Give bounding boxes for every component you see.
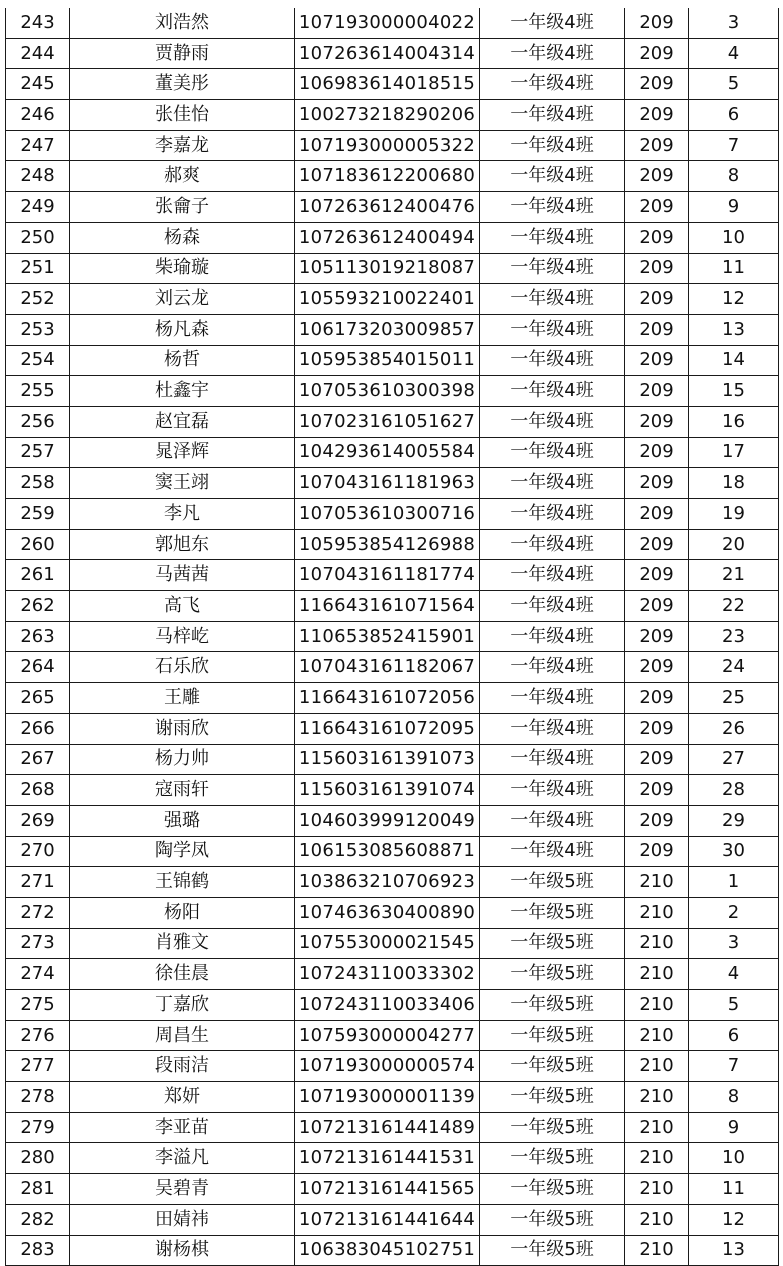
table-row xyxy=(6,1204,779,1235)
table-row xyxy=(6,1235,779,1266)
student-name-cell: 郝爽 xyxy=(70,161,295,192)
student-name-cell: 刘浩然 xyxy=(70,8,295,38)
exam-room-cell: 209 xyxy=(625,499,689,530)
exam-room-cell: 209 xyxy=(625,591,689,622)
seat-number-cell: 7 xyxy=(689,130,779,161)
table-row xyxy=(6,1082,779,1113)
exam-room-cell: 210 xyxy=(625,928,689,959)
row-number-cell: 270 xyxy=(6,836,70,867)
table-row xyxy=(6,775,779,806)
exam-id-cell: 107043161181774 xyxy=(295,560,480,591)
student-name-cell: 晁泽辉 xyxy=(70,437,295,468)
table-row xyxy=(6,990,779,1021)
exam-room-cell: 210 xyxy=(625,1112,689,1143)
table-row xyxy=(6,376,779,407)
class-cell: 一年级4班 xyxy=(480,130,625,161)
seat-number-cell: 17 xyxy=(689,437,779,468)
row-number-cell: 266 xyxy=(6,713,70,744)
table-row xyxy=(6,468,779,499)
seat-number-cell: 10 xyxy=(689,222,779,253)
class-cell: 一年级5班 xyxy=(480,1235,625,1266)
class-cell: 一年级4班 xyxy=(480,376,625,407)
row-number-cell: 256 xyxy=(6,406,70,437)
seat-number-cell: 24 xyxy=(689,652,779,683)
exam-room-cell: 209 xyxy=(625,253,689,284)
exam-id-cell: 107213161441531 xyxy=(295,1143,480,1174)
class-cell: 一年级5班 xyxy=(480,1051,625,1082)
exam-room-cell: 210 xyxy=(625,1020,689,1051)
class-cell: 一年级4班 xyxy=(480,437,625,468)
exam-room-cell: 210 xyxy=(625,1143,689,1174)
class-cell: 一年级5班 xyxy=(480,1020,625,1051)
row-number-cell: 274 xyxy=(6,959,70,990)
exam-id-cell: 107243110033302 xyxy=(295,959,480,990)
class-cell: 一年级4班 xyxy=(480,652,625,683)
class-cell: 一年级4班 xyxy=(480,8,625,38)
student-name-cell: 贾静雨 xyxy=(70,38,295,69)
row-number-cell: 243 xyxy=(6,8,70,38)
seat-number-cell: 22 xyxy=(689,591,779,622)
exam-id-cell: 105953854126988 xyxy=(295,529,480,560)
class-cell: 一年级4班 xyxy=(480,836,625,867)
row-number-cell: 275 xyxy=(6,990,70,1021)
table-row xyxy=(6,8,779,38)
exam-id-cell: 104603999120049 xyxy=(295,805,480,836)
table-row xyxy=(6,222,779,253)
row-number-cell: 249 xyxy=(6,192,70,223)
exam-room-cell: 209 xyxy=(625,836,689,867)
exam-room-cell: 209 xyxy=(625,713,689,744)
exam-room-cell: 209 xyxy=(625,222,689,253)
exam-room-cell: 210 xyxy=(625,1174,689,1205)
seat-number-cell: 5 xyxy=(689,990,779,1021)
class-cell: 一年级5班 xyxy=(480,990,625,1021)
class-cell: 一年级4班 xyxy=(480,560,625,591)
class-cell: 一年级4班 xyxy=(480,529,625,560)
class-cell: 一年级4班 xyxy=(480,284,625,315)
table-row xyxy=(6,1143,779,1174)
class-cell: 一年级4班 xyxy=(480,314,625,345)
exam-room-cell: 210 xyxy=(625,959,689,990)
exam-room-cell: 209 xyxy=(625,161,689,192)
exam-room-cell: 209 xyxy=(625,100,689,131)
exam-id-cell: 100273218290206 xyxy=(295,100,480,131)
class-cell: 一年级4班 xyxy=(480,621,625,652)
seat-number-cell: 2 xyxy=(689,897,779,928)
row-number-cell: 281 xyxy=(6,1174,70,1205)
student-name-cell: 周昌生 xyxy=(70,1020,295,1051)
table-row xyxy=(6,529,779,560)
seat-number-cell: 11 xyxy=(689,253,779,284)
exam-id-cell: 107213161441489 xyxy=(295,1112,480,1143)
class-cell: 一年级4班 xyxy=(480,100,625,131)
class-cell: 一年级4班 xyxy=(480,468,625,499)
table-row xyxy=(6,499,779,530)
class-cell: 一年级4班 xyxy=(480,192,625,223)
student-name-cell: 赵宜磊 xyxy=(70,406,295,437)
class-cell: 一年级4班 xyxy=(480,499,625,530)
student-name-cell: 石乐欣 xyxy=(70,652,295,683)
exam-room-cell: 209 xyxy=(625,284,689,315)
table-row xyxy=(6,1112,779,1143)
seat-number-cell: 15 xyxy=(689,376,779,407)
exam-room-cell: 209 xyxy=(625,805,689,836)
student-name-cell: 窦王翊 xyxy=(70,468,295,499)
seat-number-cell: 1 xyxy=(689,867,779,898)
exam-room-cell: 209 xyxy=(625,38,689,69)
row-number-cell: 258 xyxy=(6,468,70,499)
class-cell: 一年级4班 xyxy=(480,253,625,284)
exam-room-cell: 209 xyxy=(625,130,689,161)
exam-id-cell: 106983614018515 xyxy=(295,69,480,100)
class-cell: 一年级5班 xyxy=(480,1143,625,1174)
row-number-cell: 273 xyxy=(6,928,70,959)
row-number-cell: 282 xyxy=(6,1204,70,1235)
exam-id-cell: 107213161441565 xyxy=(295,1174,480,1205)
seat-number-cell: 30 xyxy=(689,836,779,867)
seat-number-cell: 12 xyxy=(689,1204,779,1235)
exam-id-cell: 107053610300716 xyxy=(295,499,480,530)
table-row xyxy=(6,345,779,376)
exam-id-cell: 116643161072056 xyxy=(295,683,480,714)
class-cell: 一年级4班 xyxy=(480,713,625,744)
row-number-cell: 277 xyxy=(6,1051,70,1082)
student-name-cell: 李嘉龙 xyxy=(70,130,295,161)
row-number-cell: 244 xyxy=(6,38,70,69)
exam-room-cell: 209 xyxy=(625,621,689,652)
exam-id-cell: 107053610300398 xyxy=(295,376,480,407)
student-name-cell: 杨凡森 xyxy=(70,314,295,345)
exam-room-cell: 209 xyxy=(625,192,689,223)
class-cell: 一年级5班 xyxy=(480,1174,625,1205)
student-name-cell: 寇雨轩 xyxy=(70,775,295,806)
student-roster-table xyxy=(5,8,779,1266)
class-cell: 一年级5班 xyxy=(480,1082,625,1113)
exam-room-cell: 210 xyxy=(625,897,689,928)
student-name-cell: 杨森 xyxy=(70,222,295,253)
seat-number-cell: 8 xyxy=(689,161,779,192)
table-row xyxy=(6,591,779,622)
student-name-cell: 丁嘉欣 xyxy=(70,990,295,1021)
row-number-cell: 283 xyxy=(6,1235,70,1266)
exam-room-cell: 209 xyxy=(625,529,689,560)
exam-id-cell: 115603161391074 xyxy=(295,775,480,806)
table-row xyxy=(6,897,779,928)
class-cell: 一年级4班 xyxy=(480,222,625,253)
row-number-cell: 267 xyxy=(6,744,70,775)
table-row xyxy=(6,867,779,898)
student-name-cell: 刘云龙 xyxy=(70,284,295,315)
seat-number-cell: 6 xyxy=(689,1020,779,1051)
exam-room-cell: 209 xyxy=(625,775,689,806)
table-row xyxy=(6,713,779,744)
seat-number-cell: 10 xyxy=(689,1143,779,1174)
exam-id-cell: 105953854015011 xyxy=(295,345,480,376)
row-number-cell: 271 xyxy=(6,867,70,898)
table-row xyxy=(6,621,779,652)
exam-id-cell: 107263614004314 xyxy=(295,38,480,69)
seat-number-cell: 11 xyxy=(689,1174,779,1205)
seat-number-cell: 6 xyxy=(689,100,779,131)
table-row xyxy=(6,314,779,345)
exam-id-cell: 116643161072095 xyxy=(295,713,480,744)
seat-number-cell: 21 xyxy=(689,560,779,591)
student-name-cell: 张佳怡 xyxy=(70,100,295,131)
exam-room-cell: 210 xyxy=(625,990,689,1021)
student-name-cell: 柴瑜璇 xyxy=(70,253,295,284)
class-cell: 一年级4班 xyxy=(480,744,625,775)
row-number-cell: 260 xyxy=(6,529,70,560)
exam-room-cell: 209 xyxy=(625,376,689,407)
table-row xyxy=(6,192,779,223)
student-name-cell: 马梓屹 xyxy=(70,621,295,652)
exam-id-cell: 107193000005322 xyxy=(295,130,480,161)
row-number-cell: 247 xyxy=(6,130,70,161)
row-number-cell: 246 xyxy=(6,100,70,131)
row-number-cell: 251 xyxy=(6,253,70,284)
table-row xyxy=(6,560,779,591)
student-name-cell: 李溢凡 xyxy=(70,1143,295,1174)
exam-room-cell: 210 xyxy=(625,1051,689,1082)
seat-number-cell: 13 xyxy=(689,314,779,345)
seat-number-cell: 26 xyxy=(689,713,779,744)
row-number-cell: 268 xyxy=(6,775,70,806)
student-name-cell: 郑妍 xyxy=(70,1082,295,1113)
student-name-cell: 马茜茜 xyxy=(70,560,295,591)
student-name-cell: 陶学凤 xyxy=(70,836,295,867)
class-cell: 一年级4班 xyxy=(480,38,625,69)
row-number-cell: 263 xyxy=(6,621,70,652)
exam-room-cell: 210 xyxy=(625,867,689,898)
table-row xyxy=(6,683,779,714)
seat-number-cell: 3 xyxy=(689,8,779,38)
seat-number-cell: 29 xyxy=(689,805,779,836)
seat-number-cell: 7 xyxy=(689,1051,779,1082)
exam-id-cell: 107193000001139 xyxy=(295,1082,480,1113)
class-cell: 一年级4班 xyxy=(480,406,625,437)
row-number-cell: 265 xyxy=(6,683,70,714)
class-cell: 一年级4班 xyxy=(480,591,625,622)
seat-number-cell: 4 xyxy=(689,38,779,69)
exam-room-cell: 209 xyxy=(625,8,689,38)
seat-number-cell: 16 xyxy=(689,406,779,437)
class-cell: 一年级4班 xyxy=(480,345,625,376)
row-number-cell: 261 xyxy=(6,560,70,591)
row-number-cell: 252 xyxy=(6,284,70,315)
seat-number-cell: 8 xyxy=(689,1082,779,1113)
row-number-cell: 255 xyxy=(6,376,70,407)
seat-number-cell: 4 xyxy=(689,959,779,990)
exam-room-cell: 209 xyxy=(625,69,689,100)
table-row xyxy=(6,100,779,131)
seat-number-cell: 27 xyxy=(689,744,779,775)
roster-body xyxy=(6,8,779,1266)
seat-number-cell: 13 xyxy=(689,1235,779,1266)
table-row xyxy=(6,437,779,468)
exam-id-cell: 107043161182067 xyxy=(295,652,480,683)
student-name-cell: 张龠子 xyxy=(70,192,295,223)
exam-id-cell: 107553000021545 xyxy=(295,928,480,959)
row-number-cell: 262 xyxy=(6,591,70,622)
row-number-cell: 254 xyxy=(6,345,70,376)
exam-id-cell: 106383045102751 xyxy=(295,1235,480,1266)
exam-id-cell: 107213161441644 xyxy=(295,1204,480,1235)
exam-room-cell: 209 xyxy=(625,652,689,683)
student-name-cell: 田婧祎 xyxy=(70,1204,295,1235)
exam-room-cell: 209 xyxy=(625,406,689,437)
class-cell: 一年级5班 xyxy=(480,897,625,928)
student-name-cell: 谢杨棋 xyxy=(70,1235,295,1266)
seat-number-cell: 3 xyxy=(689,928,779,959)
class-cell: 一年级5班 xyxy=(480,1204,625,1235)
table-row xyxy=(6,130,779,161)
exam-id-cell: 116643161071564 xyxy=(295,591,480,622)
student-name-cell: 董美彤 xyxy=(70,69,295,100)
row-number-cell: 259 xyxy=(6,499,70,530)
exam-id-cell: 107193000000574 xyxy=(295,1051,480,1082)
row-number-cell: 253 xyxy=(6,314,70,345)
exam-id-cell: 106173203009857 xyxy=(295,314,480,345)
seat-number-cell: 9 xyxy=(689,192,779,223)
exam-id-cell: 107263612400494 xyxy=(295,222,480,253)
student-name-cell: 李亚苗 xyxy=(70,1112,295,1143)
row-number-cell: 269 xyxy=(6,805,70,836)
exam-id-cell: 104293614005584 xyxy=(295,437,480,468)
class-cell: 一年级5班 xyxy=(480,959,625,990)
table-row xyxy=(6,744,779,775)
student-name-cell: 高飞 xyxy=(70,591,295,622)
student-name-cell: 杜鑫宇 xyxy=(70,376,295,407)
class-cell: 一年级5班 xyxy=(480,1112,625,1143)
student-name-cell: 杨力帅 xyxy=(70,744,295,775)
table-row xyxy=(6,1020,779,1051)
exam-room-cell: 209 xyxy=(625,314,689,345)
student-name-cell: 杨阳 xyxy=(70,897,295,928)
seat-number-cell: 25 xyxy=(689,683,779,714)
exam-id-cell: 107193000004022 xyxy=(295,8,480,38)
exam-room-cell: 209 xyxy=(625,683,689,714)
student-name-cell: 徐佳晨 xyxy=(70,959,295,990)
student-name-cell: 肖雅文 xyxy=(70,928,295,959)
student-name-cell: 吴碧青 xyxy=(70,1174,295,1205)
table-row xyxy=(6,805,779,836)
exam-room-cell: 210 xyxy=(625,1082,689,1113)
class-cell: 一年级4班 xyxy=(480,69,625,100)
table-row xyxy=(6,284,779,315)
exam-id-cell: 107263612400476 xyxy=(295,192,480,223)
seat-number-cell: 12 xyxy=(689,284,779,315)
exam-id-cell: 103863210706923 xyxy=(295,867,480,898)
class-cell: 一年级4班 xyxy=(480,683,625,714)
seat-number-cell: 23 xyxy=(689,621,779,652)
table-row xyxy=(6,253,779,284)
exam-id-cell: 105593210022401 xyxy=(295,284,480,315)
exam-id-cell: 107183612200680 xyxy=(295,161,480,192)
exam-room-cell: 209 xyxy=(625,744,689,775)
table-row xyxy=(6,69,779,100)
class-cell: 一年级5班 xyxy=(480,867,625,898)
exam-id-cell: 107243110033406 xyxy=(295,990,480,1021)
student-name-cell: 郭旭东 xyxy=(70,529,295,560)
table-row xyxy=(6,406,779,437)
table-row xyxy=(6,38,779,69)
row-number-cell: 279 xyxy=(6,1112,70,1143)
exam-id-cell: 105113019218087 xyxy=(295,253,480,284)
table-row xyxy=(6,652,779,683)
exam-room-cell: 209 xyxy=(625,345,689,376)
exam-room-cell: 209 xyxy=(625,560,689,591)
exam-id-cell: 115603161391073 xyxy=(295,744,480,775)
student-name-cell: 王锦鹤 xyxy=(70,867,295,898)
seat-number-cell: 18 xyxy=(689,468,779,499)
class-cell: 一年级5班 xyxy=(480,928,625,959)
seat-number-cell: 28 xyxy=(689,775,779,806)
row-number-cell: 264 xyxy=(6,652,70,683)
class-cell: 一年级4班 xyxy=(480,161,625,192)
row-number-cell: 257 xyxy=(6,437,70,468)
seat-number-cell: 5 xyxy=(689,69,779,100)
student-name-cell: 段雨洁 xyxy=(70,1051,295,1082)
table-row xyxy=(6,928,779,959)
student-name-cell: 谢雨欣 xyxy=(70,713,295,744)
exam-id-cell: 107023161051627 xyxy=(295,406,480,437)
exam-id-cell: 107593000004277 xyxy=(295,1020,480,1051)
row-number-cell: 278 xyxy=(6,1082,70,1113)
class-cell: 一年级4班 xyxy=(480,805,625,836)
row-number-cell: 248 xyxy=(6,161,70,192)
student-name-cell: 强璐 xyxy=(70,805,295,836)
table-row xyxy=(6,836,779,867)
table-row xyxy=(6,1051,779,1082)
exam-room-cell: 210 xyxy=(625,1204,689,1235)
seat-number-cell: 9 xyxy=(689,1112,779,1143)
exam-id-cell: 110653852415901 xyxy=(295,621,480,652)
exam-id-cell: 107463630400890 xyxy=(295,897,480,928)
row-number-cell: 272 xyxy=(6,897,70,928)
exam-id-cell: 106153085608871 xyxy=(295,836,480,867)
student-name-cell: 杨哲 xyxy=(70,345,295,376)
seat-number-cell: 14 xyxy=(689,345,779,376)
row-number-cell: 250 xyxy=(6,222,70,253)
row-number-cell: 280 xyxy=(6,1143,70,1174)
student-name-cell: 王雕 xyxy=(70,683,295,714)
table-row xyxy=(6,959,779,990)
exam-room-cell: 210 xyxy=(625,1235,689,1266)
row-number-cell: 276 xyxy=(6,1020,70,1051)
student-name-cell: 李凡 xyxy=(70,499,295,530)
table-row xyxy=(6,1174,779,1205)
class-cell: 一年级4班 xyxy=(480,775,625,806)
seat-number-cell: 20 xyxy=(689,529,779,560)
table-row xyxy=(6,161,779,192)
row-number-cell: 245 xyxy=(6,69,70,100)
exam-room-cell: 209 xyxy=(625,468,689,499)
exam-room-cell: 209 xyxy=(625,437,689,468)
seat-number-cell: 19 xyxy=(689,499,779,530)
exam-id-cell: 107043161181963 xyxy=(295,468,480,499)
